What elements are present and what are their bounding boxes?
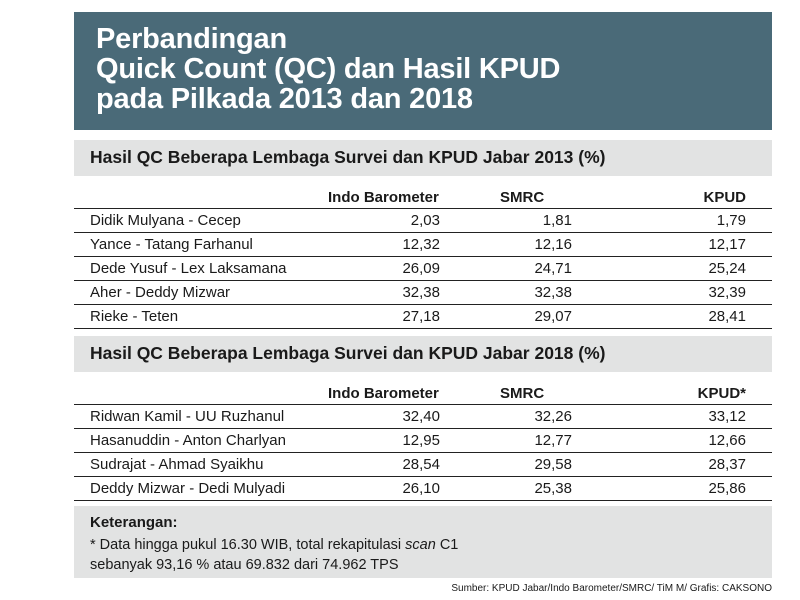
kpud-value: 12,66 <box>598 429 772 453</box>
column-header-indo-barometer: Indo Barometer <box>328 180 478 209</box>
smrc-value: 25,38 <box>478 477 598 501</box>
indo-barometer-value: 26,10 <box>328 477 478 501</box>
indo-barometer-value: 2,03 <box>328 209 478 233</box>
section-title-2013: Hasil QC Beberapa Lembaga Survei dan KPUD Jabar 2013 (%) <box>90 147 606 167</box>
candidate-pair: Rieke - Teten <box>74 305 328 329</box>
notes-label: Keterangan: <box>90 514 178 531</box>
note-line-1-suffix: C1 <box>435 537 459 553</box>
indo-barometer-value: 32,38 <box>328 281 478 305</box>
indo-barometer-value: 28,54 <box>328 453 478 477</box>
candidate-pair: Yance - Tatang Farhanul <box>74 233 328 257</box>
candidate-pair: Deddy Mizwar - Dedi Mulyadi <box>74 477 328 501</box>
kpud-value: 28,37 <box>598 453 772 477</box>
kpud-value: 25,24 <box>598 257 772 281</box>
note-line-1-italic: scan <box>405 537 436 553</box>
table-row <box>74 429 772 453</box>
smrc-value: 32,38 <box>478 281 598 305</box>
table-row <box>74 233 772 257</box>
table-row <box>74 477 772 501</box>
smrc-value: 29,07 <box>478 305 598 329</box>
smrc-value: 24,71 <box>478 257 598 281</box>
kpud-value: 33,12 <box>598 405 772 429</box>
title-line-3: pada Pilkada 2013 dan 2018 <box>96 83 473 115</box>
candidate-pair: Hasanuddin - Anton Charlyan <box>74 429 328 453</box>
results-table-2013 <box>74 180 772 329</box>
column-header-kpud: KPUD <box>598 180 772 209</box>
table-row <box>74 453 772 477</box>
kpud-value: 12,17 <box>598 233 772 257</box>
smrc-value: 29,58 <box>478 453 598 477</box>
section-title-2018: Hasil QC Beberapa Lembaga Survei dan KPUD Jabar 2018 (%) <box>90 343 606 363</box>
column-header-candidate <box>74 376 328 405</box>
table-header-row <box>74 180 772 209</box>
candidate-pair: Didik Mulyana - Cecep <box>74 209 328 233</box>
indo-barometer-value: 27,18 <box>328 305 478 329</box>
candidate-pair: Dede Yusuf - Lex Laksamana <box>74 257 328 281</box>
smrc-value: 32,26 <box>478 405 598 429</box>
column-header-smrc: SMRC <box>478 376 598 405</box>
table-row <box>74 209 772 233</box>
smrc-value: 12,77 <box>478 429 598 453</box>
kpud-value: 1,79 <box>598 209 772 233</box>
title-line-1: Perbandingan <box>96 23 287 55</box>
kpud-value: 25,86 <box>598 477 772 501</box>
table-row <box>74 405 772 429</box>
indo-barometer-value: 12,95 <box>328 429 478 453</box>
kpud-value: 28,41 <box>598 305 772 329</box>
note-line-2: sebanyak 93,16 % atau 69.832 dari 74.962 TPS <box>90 557 399 573</box>
smrc-value: 1,81 <box>478 209 598 233</box>
note-line-1 <box>90 537 458 553</box>
notes-box <box>74 506 772 578</box>
title-banner <box>74 12 772 130</box>
smrc-value: 12,16 <box>478 233 598 257</box>
section-header-2018 <box>74 336 772 372</box>
page-title <box>96 24 560 114</box>
indo-barometer-value: 32,40 <box>328 405 478 429</box>
column-header-candidate <box>74 180 328 209</box>
indo-barometer-value: 26,09 <box>328 257 478 281</box>
table-row <box>74 305 772 329</box>
table-header-row <box>74 376 772 405</box>
candidate-pair: Aher - Deddy Mizwar <box>74 281 328 305</box>
note-line-1-prefix: * Data hingga pukul 16.30 WIB, total rekapitulasi <box>90 537 406 553</box>
column-header-indo-barometer: Indo Barometer <box>328 376 478 405</box>
kpud-value: 32,39 <box>598 281 772 305</box>
candidate-pair: Sudrajat - Ahmad Syaikhu <box>74 453 328 477</box>
table-row <box>74 281 772 305</box>
section-header-2013 <box>74 140 772 176</box>
column-header-kpud: KPUD* <box>598 376 772 405</box>
results-table-2018 <box>74 376 772 501</box>
candidate-pair: Ridwan Kamil - UU Ruzhanul <box>74 405 328 429</box>
indo-barometer-value: 12,32 <box>328 233 478 257</box>
source-credit: Sumber: KPUD Jabar/Indo Barometer/SMRC/ TiM M/ Grafis: CAKSONO <box>451 583 772 594</box>
title-line-2: Quick Count (QC) dan Hasil KPUD <box>96 53 561 85</box>
column-header-smrc: SMRC <box>478 180 598 209</box>
table-row <box>74 257 772 281</box>
